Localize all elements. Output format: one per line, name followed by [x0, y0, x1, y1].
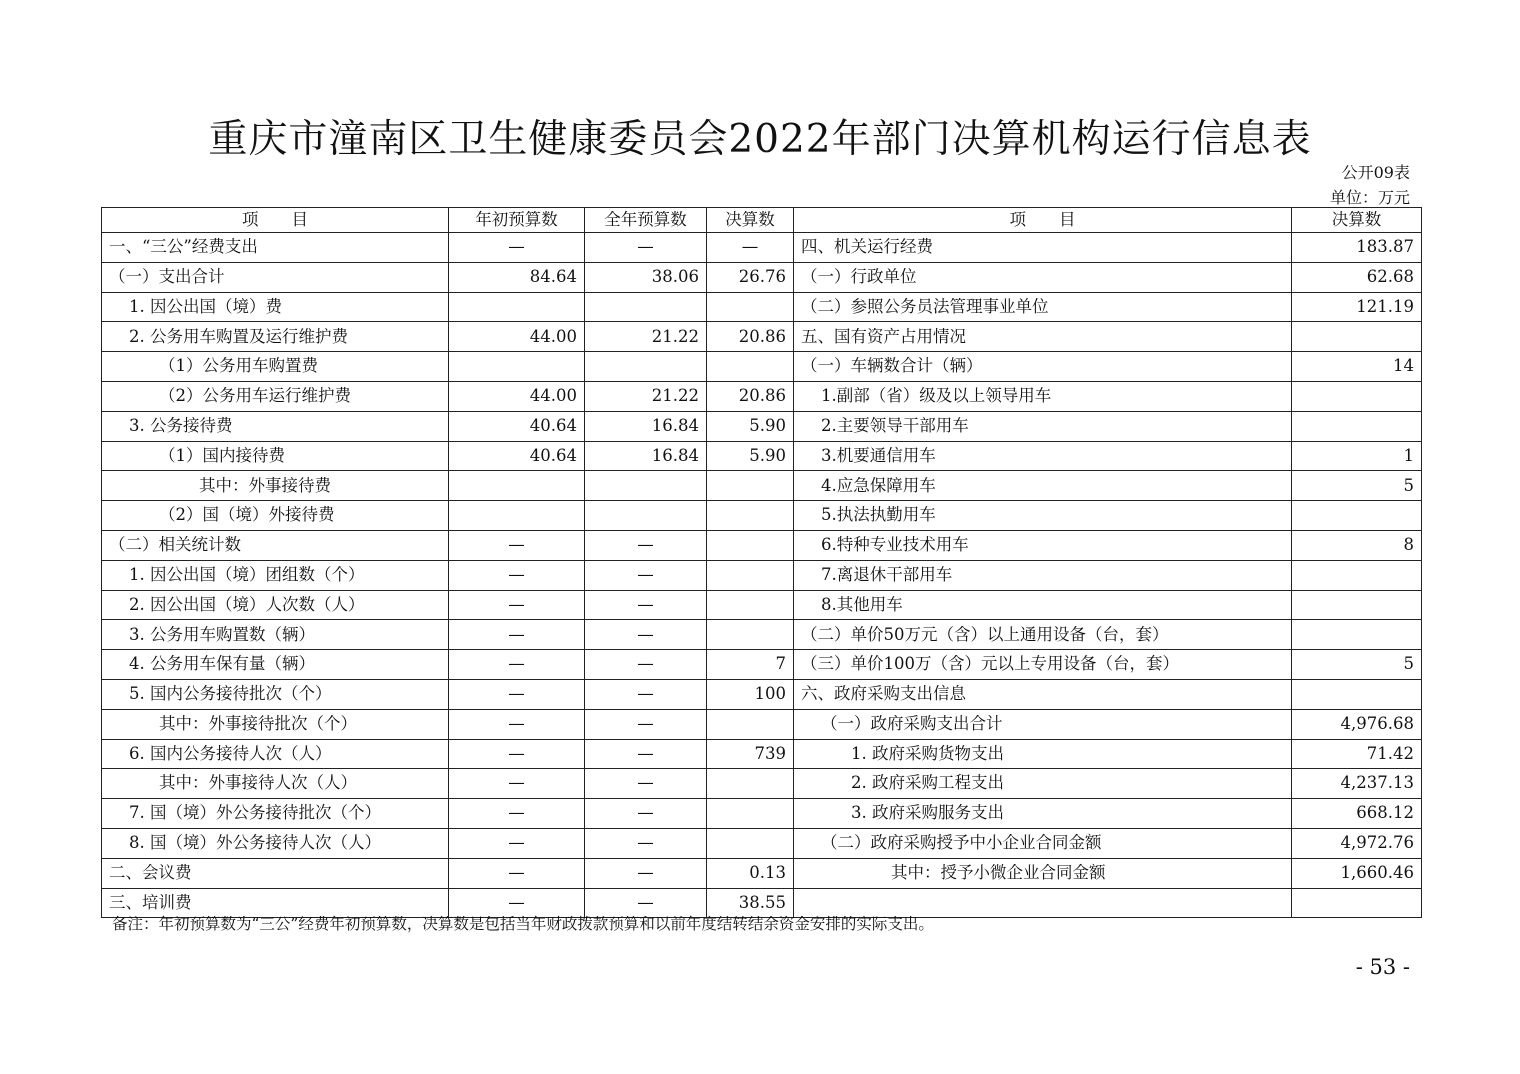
final-cell: [707, 828, 794, 858]
initial-budget-cell: —: [449, 530, 585, 560]
right-item-cell: 3.机要通信用车: [794, 441, 1292, 471]
left-item-cell: （2）公务用车运行维护费: [102, 381, 449, 411]
right-final-cell: [1292, 590, 1422, 620]
initial-budget-cell: 40.64: [449, 411, 585, 441]
full-year-budget-cell: 16.84: [585, 441, 707, 471]
table-row: [102, 411, 1422, 441]
final-cell: 100: [707, 679, 794, 709]
left-item-cell: 7. 国（境）外公务接待批次（个）: [102, 799, 449, 829]
initial-budget-cell: —: [449, 828, 585, 858]
document-title: 重庆市潼南区卫生健康委员会2022年部门决算机构运行信息表: [208, 117, 1312, 162]
initial-budget-cell: —: [449, 858, 585, 888]
header-initial-budget: 年初预算数: [449, 208, 585, 233]
right-item-cell: 8.其他用车: [794, 590, 1292, 620]
initial-budget-cell: —: [449, 799, 585, 829]
left-item-cell: 三、培训费: [102, 888, 449, 918]
final-cell: 38.55: [707, 888, 794, 918]
right-item-cell: （一）车辆数合计（辆）: [794, 352, 1292, 382]
right-final-cell: [1292, 322, 1422, 352]
final-cell: 20.86: [707, 381, 794, 411]
full-year-budget-cell: [585, 501, 707, 531]
full-year-budget-cell: [585, 352, 707, 382]
final-cell: 26.76: [707, 262, 794, 292]
left-item-cell: 一、“三公”经费支出: [102, 233, 449, 263]
initial-budget-cell: —: [449, 620, 585, 650]
right-item-cell: 2.主要领导干部用车: [794, 411, 1292, 441]
table-row: [102, 262, 1422, 292]
right-item-cell: （二）单价50万元（含）以上通用设备（台，套）: [794, 620, 1292, 650]
right-final-cell: 14: [1292, 352, 1422, 382]
full-year-budget-cell: [585, 292, 707, 322]
table-row: [102, 441, 1422, 471]
right-item-cell: （一）行政单位: [794, 262, 1292, 292]
right-final-cell: [1292, 501, 1422, 531]
initial-budget-cell: —: [449, 590, 585, 620]
header-item: 项 目: [102, 208, 449, 233]
right-final-cell: 8: [1292, 530, 1422, 560]
right-item-cell: （二）参照公务员法管理事业单位: [794, 292, 1292, 322]
table-header-row: [102, 208, 1422, 233]
right-item-cell: 4.应急保障用车: [794, 471, 1292, 501]
right-final-cell: 5: [1292, 471, 1422, 501]
table-code: 公开09表: [1341, 163, 1410, 182]
table-row: [102, 799, 1422, 829]
table-row: [102, 769, 1422, 799]
initial-budget-cell: —: [449, 888, 585, 918]
full-year-budget-cell: —: [585, 709, 707, 739]
header-item-right: 项 目: [794, 208, 1292, 233]
final-cell: 5.90: [707, 441, 794, 471]
full-year-budget-cell: [585, 471, 707, 501]
initial-budget-cell: —: [449, 739, 585, 769]
right-final-cell: [1292, 888, 1422, 918]
right-final-cell: [1292, 679, 1422, 709]
table-row: [102, 858, 1422, 888]
initial-budget-cell: 44.00: [449, 381, 585, 411]
left-item-cell: 3. 公务接待费: [102, 411, 449, 441]
right-item-cell: 3. 政府采购服务支出: [794, 799, 1292, 829]
table-row: [102, 530, 1422, 560]
table-row: [102, 620, 1422, 650]
full-year-budget-cell: —: [585, 560, 707, 590]
right-item-cell: （二）政府采购授予中小企业合同金额: [794, 828, 1292, 858]
table-row: [102, 590, 1422, 620]
left-item-cell: 二、会议费: [102, 858, 449, 888]
full-year-budget-cell: —: [585, 620, 707, 650]
table-row: [102, 381, 1422, 411]
right-final-cell: 668.12: [1292, 799, 1422, 829]
final-cell: 20.86: [707, 322, 794, 352]
header-final: 决算数: [707, 208, 794, 233]
full-year-budget-cell: 16.84: [585, 411, 707, 441]
right-item-cell: （一）政府采购支出合计: [794, 709, 1292, 739]
full-year-budget-cell: —: [585, 679, 707, 709]
initial-budget-cell: [449, 471, 585, 501]
initial-budget-cell: 44.00: [449, 322, 585, 352]
final-cell: [707, 709, 794, 739]
left-item-cell: 其中：外事接待人次（人）: [102, 769, 449, 799]
initial-budget-cell: —: [449, 650, 585, 680]
initial-budget-cell: 40.64: [449, 441, 585, 471]
right-item-cell: 四、机关运行经费: [794, 233, 1292, 263]
initial-budget-cell: —: [449, 233, 585, 263]
final-cell: 7: [707, 650, 794, 680]
left-item-cell: 5. 国内公务接待批次（个）: [102, 679, 449, 709]
table-row: [102, 233, 1422, 263]
right-final-cell: [1292, 560, 1422, 590]
initial-budget-cell: [449, 352, 585, 382]
right-item-cell: 5.执法执勤用车: [794, 501, 1292, 531]
table-row: [102, 739, 1422, 769]
full-year-budget-cell: —: [585, 590, 707, 620]
full-year-budget-cell: —: [585, 739, 707, 769]
table-row: [102, 322, 1422, 352]
header-full-year-budget: 全年预算数: [585, 208, 707, 233]
left-item-cell: 4. 公务用车保有量（辆）: [102, 650, 449, 680]
right-item-cell: 六、政府采购支出信息: [794, 679, 1292, 709]
right-final-cell: 121.19: [1292, 292, 1422, 322]
table-row: [102, 292, 1422, 322]
table-row: [102, 471, 1422, 501]
final-cell: 0.13: [707, 858, 794, 888]
right-final-cell: 1: [1292, 441, 1422, 471]
right-final-cell: 1,660.46: [1292, 858, 1422, 888]
right-item-cell: 6.特种专业技术用车: [794, 530, 1292, 560]
right-final-cell: 5: [1292, 650, 1422, 680]
initial-budget-cell: —: [449, 709, 585, 739]
right-item-cell: 1. 政府采购货物支出: [794, 739, 1292, 769]
right-item-cell: 7.离退休干部用车: [794, 560, 1292, 590]
table-row: [102, 679, 1422, 709]
table-row: [102, 352, 1422, 382]
left-item-cell: （1）公务用车购置费: [102, 352, 449, 382]
left-item-cell: （1）国内接待费: [102, 441, 449, 471]
initial-budget-cell: —: [449, 679, 585, 709]
right-final-cell: 62.68: [1292, 262, 1422, 292]
full-year-budget-cell: —: [585, 888, 707, 918]
final-cell: 5.90: [707, 411, 794, 441]
right-item-cell: 五、国有资产占用情况: [794, 322, 1292, 352]
header-final-right: 决算数: [1292, 208, 1422, 233]
left-item-cell: （2）国（境）外接待费: [102, 501, 449, 531]
final-cell: [707, 501, 794, 531]
final-cell: [707, 471, 794, 501]
right-final-cell: 183.87: [1292, 233, 1422, 263]
footnote: 备注：年初预算数为“三公”经费年初预算数，决算数是包括当年财政拨款预算和以前年度结转结余资金安排的实际支出。: [112, 915, 934, 933]
final-cell: [707, 292, 794, 322]
full-year-budget-cell: 38.06: [585, 262, 707, 292]
initial-budget-cell: 84.64: [449, 262, 585, 292]
full-year-budget-cell: 21.22: [585, 322, 707, 352]
initial-budget-cell: —: [449, 769, 585, 799]
left-item-cell: 1. 因公出国（境）团组数（个）: [102, 560, 449, 590]
left-item-cell: 其中：外事接待费: [102, 471, 449, 501]
right-final-cell: 4,976.68: [1292, 709, 1422, 739]
left-item-cell: 8. 国（境）外公务接待人次（人）: [102, 828, 449, 858]
initial-budget-cell: [449, 501, 585, 531]
full-year-budget-cell: —: [585, 858, 707, 888]
left-item-cell: 3. 公务用车购置数（辆）: [102, 620, 449, 650]
final-cell: [707, 769, 794, 799]
final-cell: [707, 799, 794, 829]
right-final-cell: [1292, 381, 1422, 411]
left-item-cell: 6. 国内公务接待人次（人）: [102, 739, 449, 769]
left-item-cell: 2. 因公出国（境）人次数（人）: [102, 590, 449, 620]
table-row: [102, 828, 1422, 858]
final-cell: [707, 560, 794, 590]
right-item-cell: 2. 政府采购工程支出: [794, 769, 1292, 799]
table-row: [102, 650, 1422, 680]
table-row: [102, 501, 1422, 531]
right-final-cell: [1292, 411, 1422, 441]
right-final-cell: 4,237.13: [1292, 769, 1422, 799]
full-year-budget-cell: —: [585, 799, 707, 829]
final-cell: [707, 590, 794, 620]
page-number: - 53 -: [1355, 955, 1410, 979]
right-item-cell: 1.副部（省）级及以上领导用车: [794, 381, 1292, 411]
right-item-cell: （三）单价100万（含）元以上专用设备（台，套）: [794, 650, 1292, 680]
final-cell: [707, 620, 794, 650]
right-final-cell: [1292, 620, 1422, 650]
left-item-cell: （二）相关统计数: [102, 530, 449, 560]
unit-label: 单位：万元: [1329, 188, 1410, 207]
right-item-cell: 其中：授予小微企业合同金额: [794, 858, 1292, 888]
right-final-cell: 4,972.76: [1292, 828, 1422, 858]
full-year-budget-cell: —: [585, 769, 707, 799]
full-year-budget-cell: —: [585, 530, 707, 560]
left-item-cell: 1. 因公出国（境）费: [102, 292, 449, 322]
full-year-budget-cell: 21.22: [585, 381, 707, 411]
right-final-cell: 71.42: [1292, 739, 1422, 769]
table-row: [102, 560, 1422, 590]
full-year-budget-cell: —: [585, 828, 707, 858]
left-item-cell: 2. 公务用车购置及运行维护费: [102, 322, 449, 352]
initial-budget-cell: [449, 292, 585, 322]
final-cell: [707, 352, 794, 382]
full-year-budget-cell: —: [585, 650, 707, 680]
table-body: [102, 208, 1422, 918]
full-year-budget-cell: —: [585, 233, 707, 263]
final-cell: —: [707, 233, 794, 263]
final-cell: [707, 530, 794, 560]
initial-budget-cell: —: [449, 560, 585, 590]
report-table: [101, 207, 1422, 918]
final-cell: 739: [707, 739, 794, 769]
table-row: [102, 709, 1422, 739]
left-item-cell: （一）支出合计: [102, 262, 449, 292]
left-item-cell: 其中：外事接待批次（个）: [102, 709, 449, 739]
